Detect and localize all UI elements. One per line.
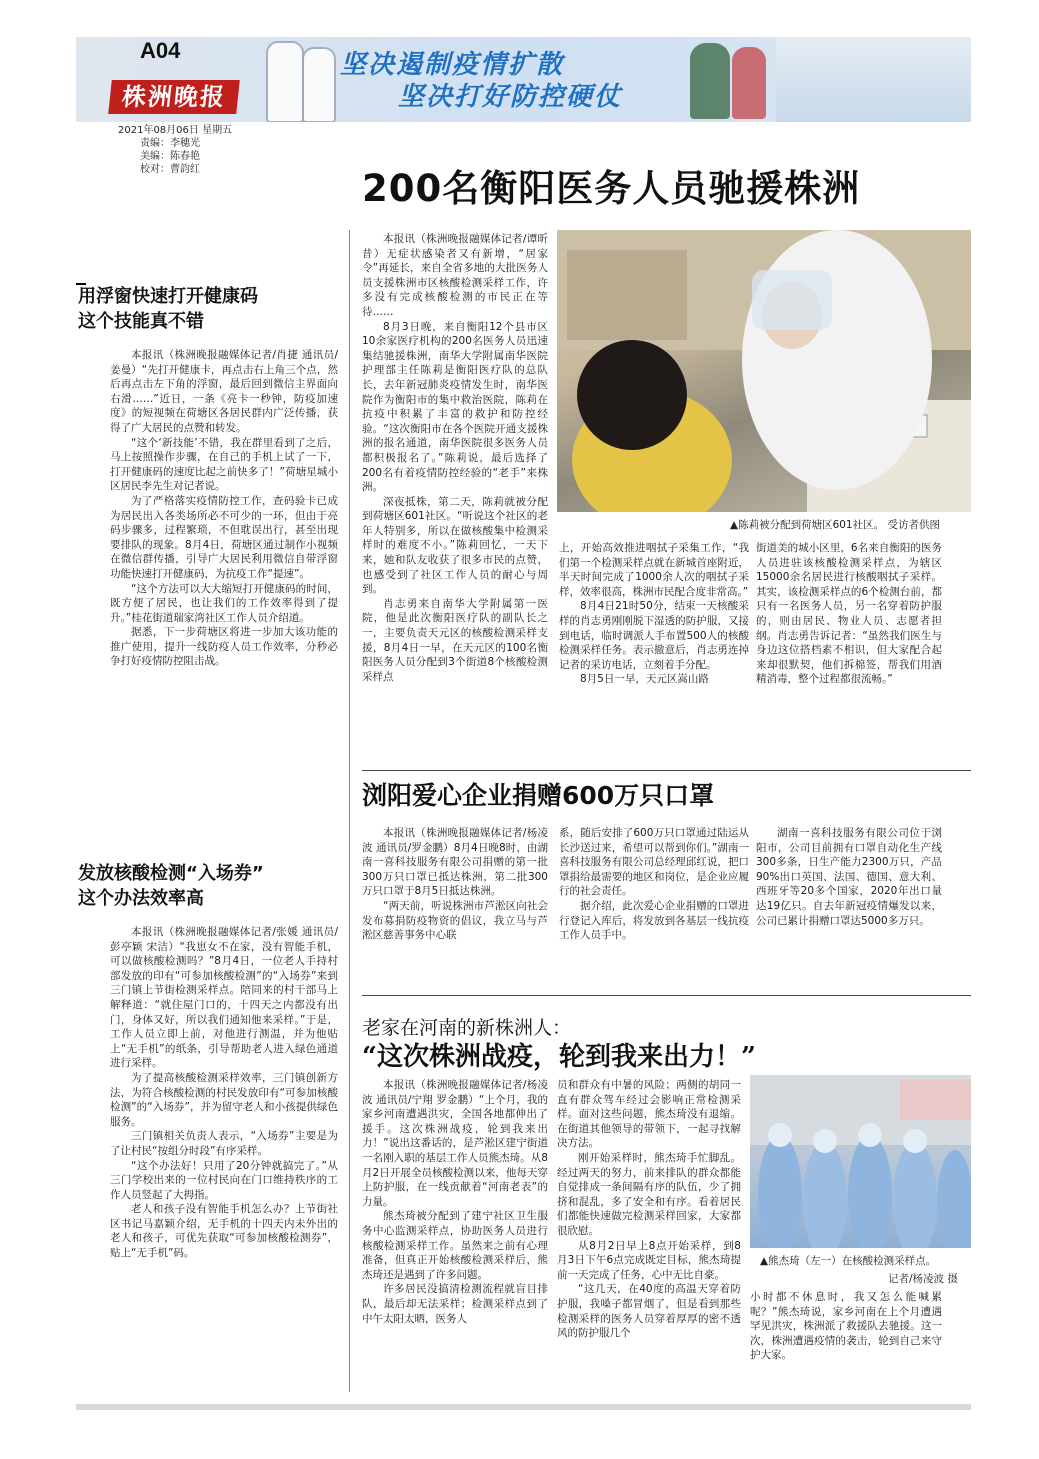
paragraph: 为了提高核酸检测采样效率，三门镇创新方法，为符合核酸检测的村民发放印有“可参加核酸检测”的“入场券”，并为留守老人和小孩提供绿色服务。 — [110, 1071, 338, 1128]
paragraph: 老人和孩子没有智能手机怎么办？上节街社区书记马嘉颖介绍，无手机的十四天内未外出的老人和孩子，可优先获取“可参加核酸检测券”，贴上“无手机”码。 — [110, 1203, 338, 1260]
paragraph: 小时都不休息时，我又怎么能喊累呢？”熊杰琦说，家乡河南在上个月遭遇罕见洪灾，株洲派了救援队去驰援。这一次，株洲遭遇疫情的袭击，轮到自己来守护大家。 — [750, 1291, 942, 1362]
column-divider — [349, 230, 350, 1392]
paragraph: “这个‘新技能’不错，我在群里看到了之后，马上按照操作步骤，在自己的手机上试了一下，打开健康码的速度比起之前快多了！”荷塘星城小区居民李先生对记者说。 — [110, 436, 338, 493]
slogan-line2: 坚决打好防控硬仗 — [398, 82, 623, 112]
paragraph: 8月5日一早，天元区嵩山路 — [580, 673, 709, 686]
article3-kicker: 老家在河南的新株洲人： — [362, 1017, 572, 1039]
article2-col3 — [756, 826, 942, 976]
paragraph: 上，开始高效推进咽拭子采集工作，“我们第一个检测采样点就在新城首座附近，半天时间完成了1000余人次的咽拭子采样，效率很高，株洲市民配合度非常高。” — [559, 542, 749, 598]
medical-worker-illustration — [266, 41, 304, 122]
paragraph: 刚开始采样时，熊杰琦手忙脚乱。经过两天的努力，前来排队的群众都能自觉排成一条间隔有序的队伍，少了拥挤和混乱，多了安全和有序。看着居民们都能快速做完检测采样回家，大家都很欣慰。 — [557, 1151, 741, 1237]
issue-date: 2021年08月06日 星期五 — [118, 125, 233, 136]
editor-credit: 责编：李穗光 — [140, 138, 200, 149]
main-article-col3 — [756, 541, 942, 787]
article3-photo-credit: 记者/杨凌波 摄 — [888, 1273, 958, 1285]
paragraph: 许多居民没搞清检测流程就盲目排队，最后却无法采样；检测采样点到了中午太阳太晒，医务人 — [362, 1283, 548, 1325]
paragraph: 8月3日晚，来自衡阳12个县市区10余家医疗机构的200名医务人员迅速集结驰援株洲，南华大学附属南华医院护理部主任陈莉是衡阳医疗队的总队长，去年新冠肺炎疫情发生时，南华医院作为衡阳市的集中救治医院，陈莉在抗疫中积累了丰富的救护和防控经验。“这次衡阳市在各个医院开通支援株洲的报名通道，南华医院很多医务人员都积极报名了。”陈莉说，最后选择了200名有着疫情防控经验的“老手”来株洲。 — [362, 320, 548, 494]
paragraph: 本报讯（株洲晚报融媒体记者/谭昕昔）无症状感染者又有新增，“居家令”再延长，来自全省多地的大批医务人员支援株洲市区核酸检测采样工作，许多没有完成核酸检测的市民正在等待…… — [362, 233, 548, 318]
photo-illustration — [557, 230, 971, 512]
newspaper-logo: 株洲晚报 — [108, 80, 240, 114]
paragraph: 为了严格落实疫情防控工作，查码验卡已成为居民出入各类场所必不可少的一环，但由于亮码步骤多，过程繁琐，不但耽误出行，甚至出现要排队的现象。8月4日，荷塘区通过制作小视频在微信群传播，引导广大居民利用微信自带浮窗功能快速打开健康码，为抗疫工作“提速”。 — [110, 494, 338, 580]
article3-col1 — [362, 1078, 548, 1390]
paragraph: 三门镇相关负责人表示，“入场券”主要是为了让村民“按组分时段”有序采样。 — [110, 1130, 338, 1157]
left-article2-body — [110, 925, 338, 1389]
article3-col3 — [750, 1290, 942, 1390]
paragraph: 街道美的城小区里，6名来自衡阳的医务人员进驻该核酸检测采样点，为辖区15000余名居民进行核酸咽拭子采样。其实，该检测采样点的6个检测台前，都只有一名医务人员，另一名穿着防护服的，则由居民、物业人员、志愿者担纲。肖志勇告诉记者：“虽然我们医生与身边这位搭档素不相识，但大家配合起来却很默契，他们拆棉签，帮我们用酒精消毒，整个过程都很流畅。” — [756, 542, 942, 686]
paragraph: 从8月2日早上8点开始采样，到8月3日下午6点完成既定目标，熊杰琦提前一天完成了任务，心中无比自豪。 — [557, 1239, 741, 1281]
paragraph: 本报讯（株洲晚报融媒体记者/杨凌波 通讯员/罗金鹏）8月4日晚8时，由湖南一喜科技服务有限公司捐赠的第一批300万只口罩已抵达株洲，第二批300万只口罩于8月5日抵达株洲。 — [362, 827, 548, 898]
paragraph: 据悉，下一步荷塘区将进一步加大该功能的推广使用，提升一线防疫人员工作效率，分秒必争打好疫情防控阻击战。 — [110, 626, 338, 668]
main-article-col2 — [559, 541, 749, 787]
paragraph: “这个办法好！只用了20分钟就搞完了。”从三门学校出来的一位村民向在门口维持秩序的工作人员竖起了大拇指。 — [110, 1159, 338, 1201]
paragraph: 本报讯（株洲晚报融媒体记者/肖捷 通讯员/姜曼）“先打开健康卡，再点击右上角三个点，然后再点击左下角的浮窗，最后回到微信主界面向右滑……”近日，一条《亮卡一秒钟，防疫加速度》的短视频在荷塘区各居民群内广泛传播，获得了广大居民的点赞和转发。 — [110, 349, 338, 434]
paragraph: 据介绍，此次爱心企业捐赠的口罩进行登记入库后，将发放到各基层一线抗疫工作人员手中。 — [559, 899, 749, 942]
article3-col2 — [557, 1078, 741, 1390]
paragraph: “这几天，在40度的高温天穿着防护服，我嗓子都冒烟了，但是看到那些检测采样的医务人员穿着厚厚的密不透风的防护服几个 — [557, 1283, 741, 1340]
paragraph: 8月4日21时50分，结束一天核酸采样的肖志勇刚刚脱下湿透的防护服，又接到电话，临时调派人手布置500人的核酸检测采样任务。表示撤意后，肖志勇连掉记者的采访电话，立刻着手分配。 — [559, 600, 749, 671]
paragraph: 本报讯（株洲晚报融媒体记者/张媛 通讯员/彭亭颖 宋洁）“我崽女不在家，没有智能手机，可以做核酸检测吗？”8月4日，一位老人手持村部发放的印有“可参加核酸检测”的“入场券”来到三门镇上节街检测采样点。陪同来的村干部马上解释道：“就住屋门口的，十四天之内都没有出门，身体又好，所以我们通知他来采样。”于是，工作人员立即上前，对他进行测温，并为他贴上“无手机”的纸条，引导帮助老人进入绿色通道进行采样。 — [110, 926, 338, 1070]
paragraph: “两天前，听说株洲市芦淞区向社会发布募捐防疫物资的倡议，我立马与芦淞区慈善事务中心联 — [362, 899, 548, 942]
main-headline: 200名衡阳医务人员驰援株洲 — [362, 167, 861, 210]
paragraph: 员和群众有中暑的风险；两侧的胡同一直有群众驾车经过会影响正常检测采样。面对这些问题，熊杰琦没有退缩。在街道其他领导的带领下，一起寻找解决方法。 — [557, 1079, 741, 1150]
page-footer-bar — [76, 1404, 971, 1410]
main-article-col1 — [362, 232, 548, 764]
police-officer-illustration — [690, 43, 730, 119]
issue-meta — [118, 124, 232, 176]
page-number: A04 — [140, 38, 181, 63]
article3-photo-caption: ▲熊杰琦（左一）在核酸检测采样点。 — [760, 1255, 937, 1267]
paragraph: 深夜抵株，第二天，陈莉就被分配到荷塘区601社区。“听说这个社区的老年人特别多，所以在做核酸集中检测采样时的难度不小。”陈莉回忆，一天下来，她和队友收获了很多市民的点赞，也感受到了社区工作人员的耐心与周到。 — [362, 495, 548, 596]
left-article1-title-line1: 用浮窗快速打开健康码 — [78, 286, 258, 307]
main-photo-caption: ▲陈莉被分配到荷塘区601社区。 受访者供图 — [730, 519, 940, 531]
slogan-line1: 坚决遏制疫情扩散 — [340, 50, 565, 80]
designer-credit: 美编：陈春艳 — [140, 151, 200, 162]
left-article2-title-line2: 这个办法效率高 — [78, 888, 204, 909]
article2-title: 浏阳爱心企业捐赠600万只口罩 — [362, 781, 715, 810]
photo-nucleic-acid-sampling — [557, 230, 971, 512]
photo-illustration — [750, 1075, 971, 1248]
paragraph: “这个方法可以大大缩短打开健康码的时间，既方便了居民，也让我们的工作效率得到了提升。”桂花街道瑞家湾社区工作人员介绍道。 — [110, 582, 338, 624]
city-skyline-illustration — [776, 37, 971, 122]
paragraph: 肖志勇来自南华大学附属第一医院，他是此次衡阳医疗队的副队长之一，主要负责天元区的核酸检测采样支援，8月4日一早，在天元区的100名衡阳医务人员分配到3个街道8个核酸检测采样点 — [362, 597, 548, 683]
left-article1-title-line2: 这个技能真不错 — [78, 311, 204, 332]
volunteer-illustration — [732, 47, 766, 119]
paragraph: 本报讯（株洲晚报融媒体记者/杨凌波 通讯员/宁翔 罗金鹏）“上个月，我的家乡河南遭遇洪灾，全国各地都伸出了援手。这次株洲战疫，轮到我来出力！”说出这番话的，是芦淞区建宁街道一名刚入职的基层工作人员熊杰琦。从8月2日开展全员核酸检测以来，他每天穿上防护服，在一线贡献着“河南老表”的力量。 — [362, 1079, 548, 1208]
left-article2-title-line1: 发放核酸检测“入场券” — [78, 863, 264, 884]
photo-medical-team — [750, 1075, 971, 1248]
section-divider — [362, 995, 971, 996]
paragraph: 熊杰琦被分配到了建宁社区卫生服务中心监测采样点，协助医务人员进行核酸检测采样工作。虽然来之前有心理准备，但真正开始核酸检测采样后，熊杰琦还是遇到了许多问题。 — [362, 1210, 548, 1281]
medical-worker-illustration — [302, 47, 336, 122]
article2-col1 — [362, 826, 548, 976]
article3-title: “这次株洲战疫，轮到我来出力！” — [362, 1042, 756, 1072]
paragraph: 湖南一喜科技服务有限公司位于浏阳市，公司目前拥有口罩自动化生产线300多条，日生产能力2300万只，产品90%出口英国、法国、德国、意大利、西班牙等20多个国家，2020年出口量达19亿只。自去年新冠疫情爆发以来，公司已累计捐赠口罩达5000多万只。 — [756, 827, 942, 927]
paragraph: 系，随后安排了600万只口罩通过陆运从长沙送过来，希望可以帮到你们。”湖南一喜科技服务有限公司总经理邱红说，把口罩捐给最需要的地区和岗位，是企业应履行的社会责任。 — [559, 827, 749, 898]
article2-col2 — [559, 826, 749, 976]
proofreader-credit: 校对：曹韵红 — [140, 164, 200, 175]
section-divider — [362, 770, 971, 771]
left-article1-body — [110, 348, 338, 842]
